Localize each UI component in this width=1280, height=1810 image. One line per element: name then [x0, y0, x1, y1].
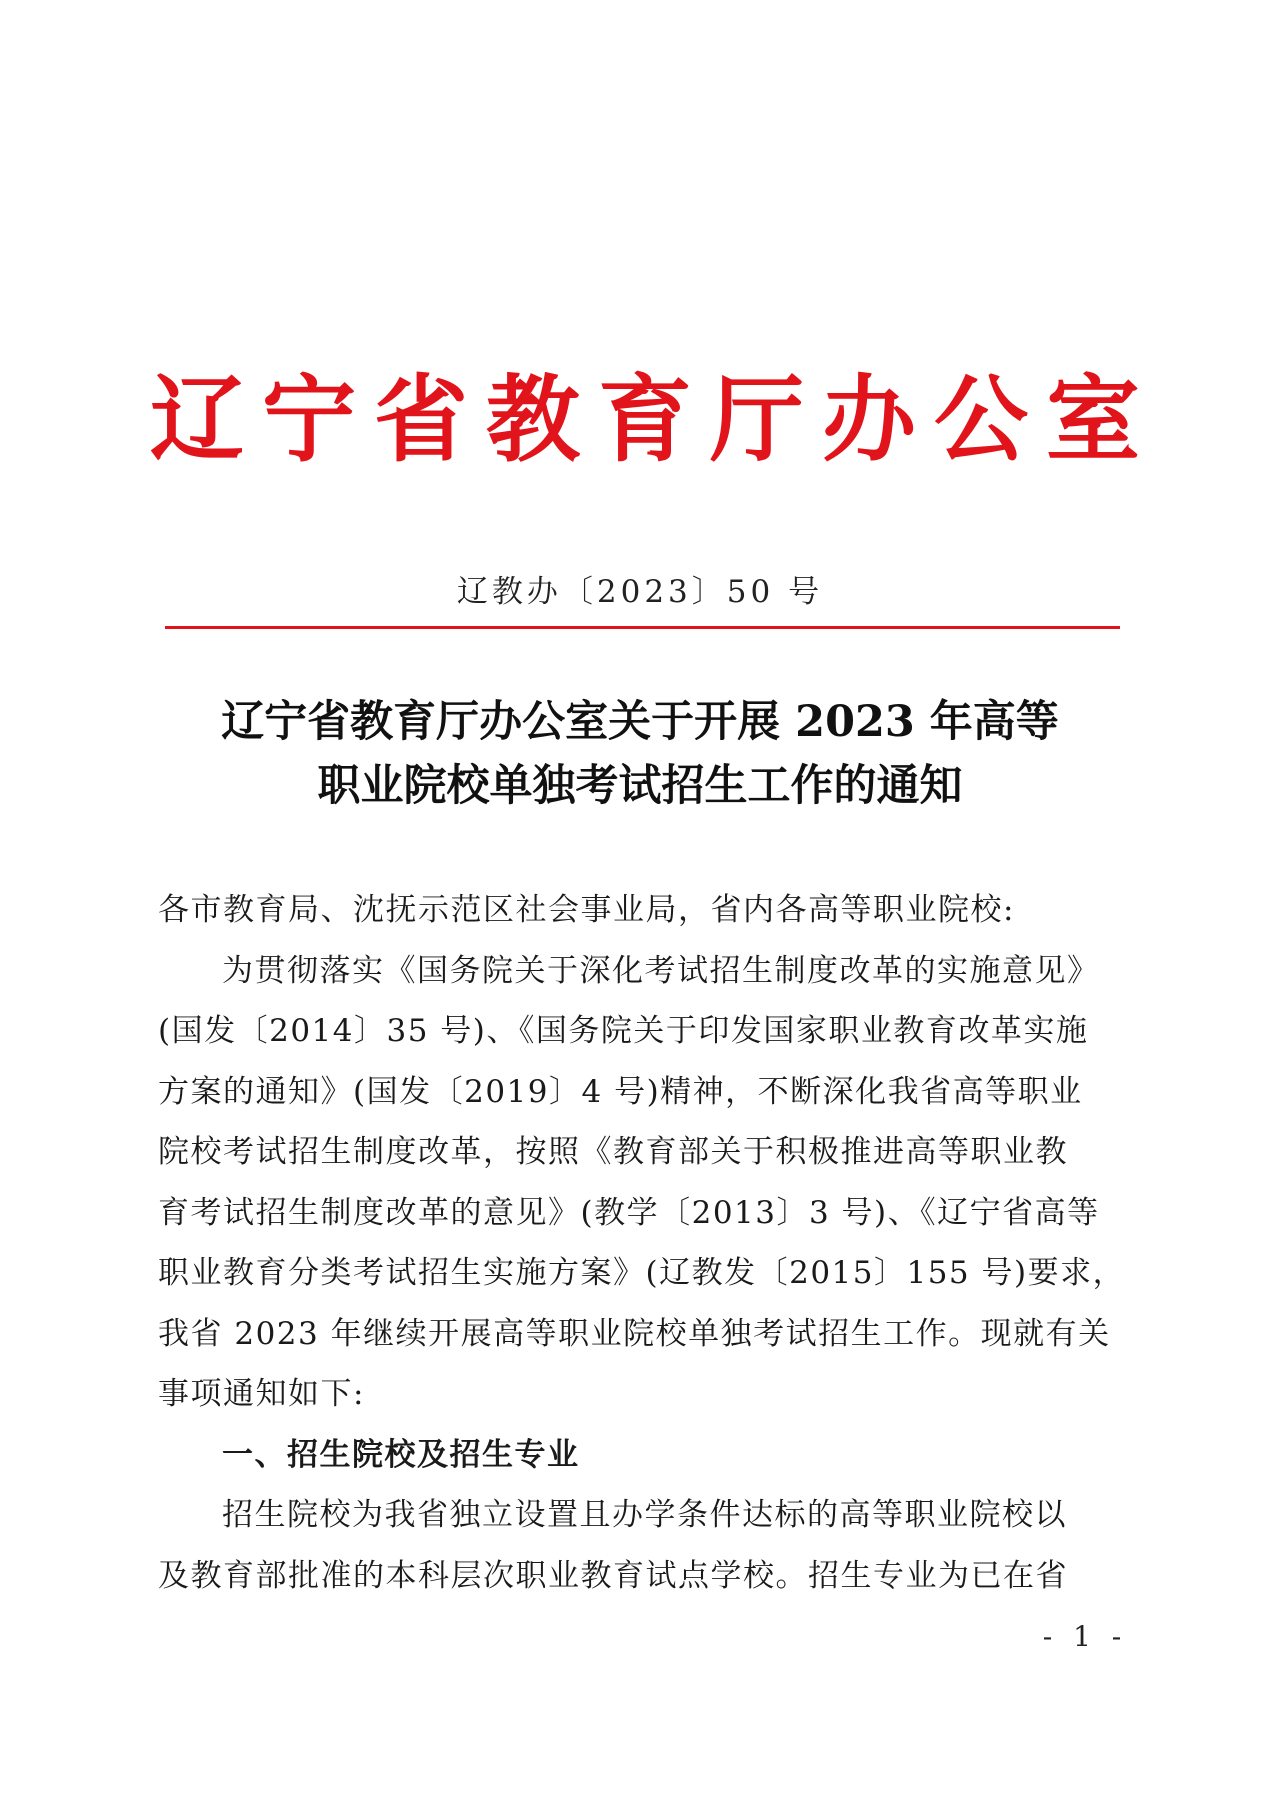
paragraph-1-line: (国发〔2014〕35 号)、《国务院关于印发国家职业教育改革实施: [158, 1013, 1089, 1049]
issuer-red-header: 辽宁省教育厅办公室: [150, 365, 1159, 475]
paragraph-1-line: 育考试招生制度改革的意见》(教学〔2013〕3 号)、《辽宁省高等: [158, 1194, 1100, 1231]
paragraph-2-line: 招生院校为我省独立设置且办学条件达标的高等职业院校以: [222, 1497, 1067, 1533]
salutation: 各市教育局、沈抚示范区社会事业局，省内各高等职业院校:: [158, 892, 1015, 928]
document-number: 辽教办〔2023〕50 号: [456, 574, 824, 610]
paragraph-1-line: 我省 2023 年继续开展高等职业院校单独考试招生工作。现就有关: [158, 1315, 1111, 1352]
paragraph-1-line: 为贯彻落实《国务院关于深化考试招生制度改革的实施意见》: [222, 952, 1100, 989]
title-line-1: 辽宁省教育厅办公室关于开展 2023 年高等: [221, 697, 1059, 747]
paragraph-1-line: 事项通知如下:: [158, 1376, 365, 1412]
document-title: [160, 690, 1120, 818]
title-line-2: 职业院校单独考试招生工作的通知: [317, 761, 963, 811]
section-heading-1: 一、招生院校及招生专业: [222, 1436, 580, 1473]
paragraph-1-line: 方案的通知》(国发〔2019〕4 号)精神，不断深化我省高等职业: [158, 1073, 1083, 1110]
page-number: - 1 -: [1042, 1620, 1128, 1653]
paragraph-1-line: 院校考试招生制度改革，按照《教育部关于积极推进高等职业教: [158, 1134, 1068, 1170]
paragraph-1-line: 职业教育分类考试招生实施方案》(辽教发〔2015〕155 号)要求，: [158, 1255, 1126, 1291]
paragraph-2-line: 及教育部批准的本科层次职业教育试点学校。招生专业为已在省: [158, 1557, 1068, 1594]
document-body: [158, 880, 1133, 1606]
red-separator-line: [165, 626, 1120, 629]
